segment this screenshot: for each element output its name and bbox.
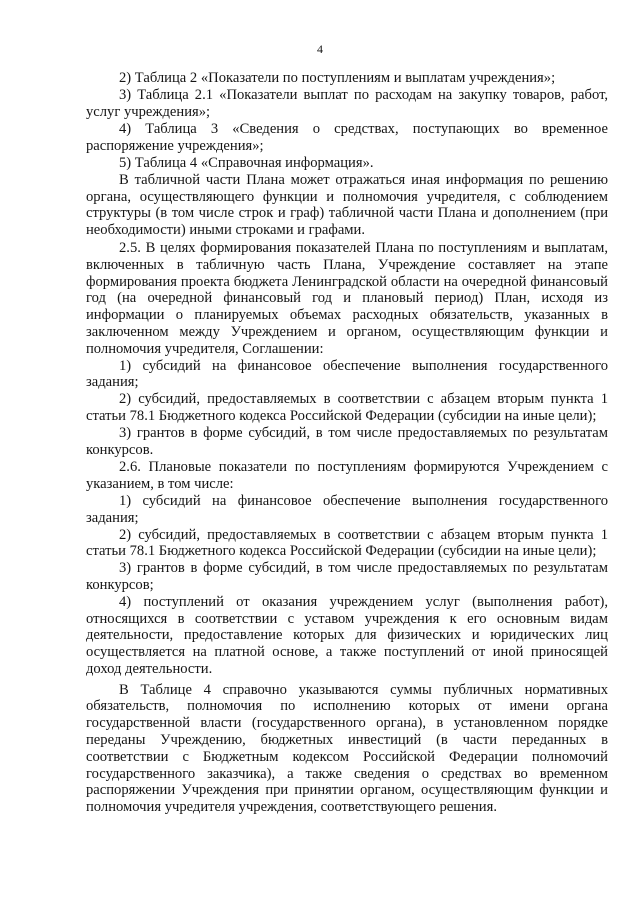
list-item-subsidies-other-2: 2) субсидий, предоставляемых в соответствии с абзацем вторым пункта 1 статьи 78.1 Бюджетного кодекса Российской Федерации (субсидии на иные цели); bbox=[86, 526, 608, 560]
list-item-grants-2: 3) грантов в форме субсидий, в том числе предоставляемых по результатам конкурсов; bbox=[86, 560, 608, 593]
list-item-table-3: 4) Таблица 3 «Сведения о средствах, поступающих во временное распоряжение учреждения»; bbox=[86, 121, 608, 155]
paragraph-tabular-part: В табличной части Плана может отражаться иная информация по решению органа, осуществляющего функции и полномочия учредителя, с соблюдением структуры (в том числе строк и граф) табличной части Плана и дополнением (при необходимости) иными строками и графами. bbox=[86, 171, 608, 239]
paragraph-table-4-reference: В Таблице 4 справочно указываются суммы публичных нормативных обязательств, полномочия по исполнению которых от имени органа государственной власти (государственного органа), в установленном порядке переданы Учреждению, бюджетных инвестиций (в части переданных в соответствии с Бюджетным кодексом Российской Федерации полномочий государственного заказчика), а также сведения о средствах во временном распоряжении Учреждения при принятии органом, осуществляющим функции и полномочия учредителя учреждения, соответствующего решения. bbox=[86, 681, 608, 816]
paragraph-2-5: 2.5. В целях формирования показателей Плана по поступлениям и выплатам, включенных в табличную часть Плана, Учреждение составляет на этапе формирования проекта бюджета Ленинградской области на очередной финансовый год (на очередной финансовый год и плановый период) План, исходя из информации о планируемых объемах расходных обязательств, указанных в заключенном между Учреждением и органом, осуществляющим функции и полномочия учредителя, Соглашении: bbox=[86, 239, 608, 357]
list-item-table-4: 5) Таблица 4 «Справочная информация». bbox=[119, 154, 374, 171]
document-body bbox=[86, 70, 608, 816]
list-item-table-2: 2) Таблица 2 «Показатели по поступлениям и выплатам учреждения»; bbox=[119, 70, 556, 86]
list-item-paid-services: 4) поступлений от оказания учреждением услуг (выполнения работ), относящихся в соответствии с уставом учреждения к его основным видам деятельности, предоставление которых для физических и юридических лиц осуществляется на платной основе, а также поступлений от иной приносящей доход деятельности. bbox=[86, 593, 608, 677]
list-item-subsidies-other: 2) субсидий, предоставляемых в соответствии с абзацем вторым пункта 1 статьи 78.1 Бюджетного кодекса Российской Федерации (субсидии на иные цели); bbox=[86, 391, 608, 424]
list-item-grants: 3) грантов в форме субсидий, в том числе предоставляемых по результатам конкурсов. bbox=[86, 424, 608, 458]
page-number: 4 bbox=[317, 42, 323, 56]
list-item-subsidies-state-task-2: 1) субсидий на финансовое обеспечение выполнения государственного задания; bbox=[86, 492, 608, 526]
list-item-subsidies-state-task: 1) субсидий на финансовое обеспечение выполнения государственного задания; bbox=[86, 357, 608, 391]
list-item-table-2-1: 3) Таблица 2.1 «Показатели выплат по расходам на закупку товаров, работ, услуг учреждения»; bbox=[86, 86, 608, 120]
paragraph-2-6: 2.6. Плановые показатели по поступлениям формируются Учреждением с указанием, в том числе: bbox=[86, 459, 608, 493]
